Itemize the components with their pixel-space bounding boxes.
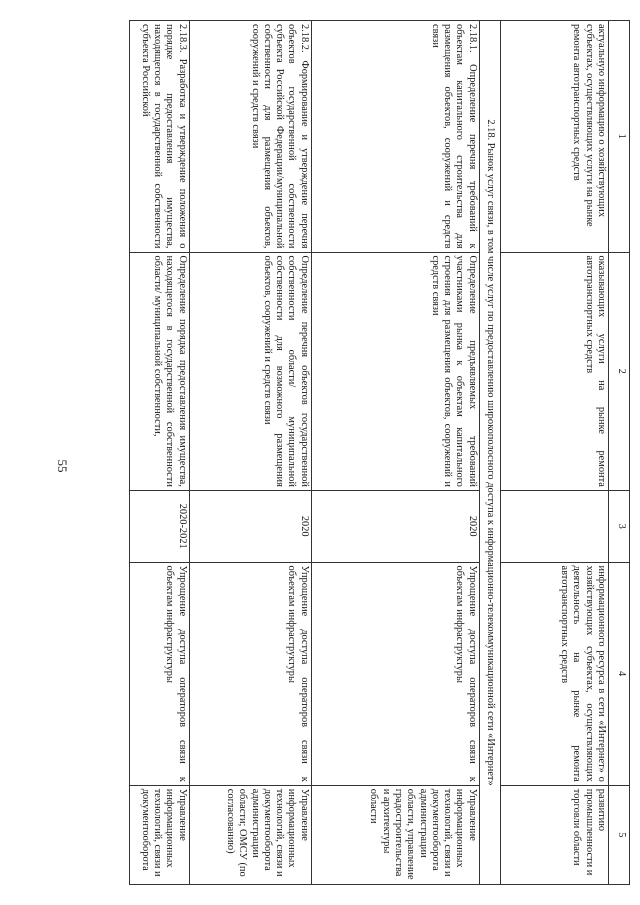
col-header-3: 3 [609, 490, 630, 562]
col-header-5: 5 [609, 785, 630, 884]
executor-cell: Управление информационных технологий, связи и документооборота администрации области; ОМСУ (по согласованию) [189, 785, 311, 884]
measure-cell: 2.18.2. Формирование и утверждение перечня объектов государственной собственности субъекта Российской Федерации/муниципальной собственности для размещения объектов, сооружений и средств связи [189, 21, 311, 253]
executor-cell: Управление информационных технологий, связи и документооборота администрации области, управление градостроительства и архитектуры области [311, 785, 479, 884]
section-title: 2.18. Рынок услуг связи, в том числе услуг по предоставлению широкополосного доступа к информационно-телекоммуникационной сети «Интернет» [479, 21, 500, 885]
measure-cell: актуальную информацию о хозяйствующих субъектах, осуществляющих услуги на рынке ремонта автотранспортных средств [501, 21, 609, 253]
date-cell: 2020-2021 [129, 490, 189, 562]
col-header-1: 1 [609, 21, 630, 253]
measures-table [129, 20, 630, 885]
col-header-2: 2 [609, 252, 630, 490]
section-row [479, 21, 500, 885]
header-row [609, 21, 630, 885]
date-cell: 2020 [311, 490, 479, 562]
page-number: 55 [55, 459, 70, 473]
measure-cell: 2.18.1. Определение перечня требований к объектам капитального строительства для размещения объектов, сооружений и средств связи [311, 21, 479, 253]
result-cell: Определение предъявляемых требований участниками рынка к объектам капитального строения для размещения объектов, сооружений и средств связи [311, 252, 479, 490]
col-header-4: 4 [609, 562, 630, 785]
date-cell: 2020 [189, 490, 311, 562]
rotated-page [82, 20, 630, 885]
date-cell [501, 490, 609, 562]
table-row [129, 21, 189, 885]
result-cell: оказывающих услуги на рынке ремонта автотранспортных средств [501, 252, 609, 490]
measure-cell: 2.18.3. Разработка и утверждение положения о порядке предоставления имущества, находящегося в государственной собственности субъекта Российской [129, 21, 189, 253]
result-cell: Определение порядка предоставления имущества, находящегося в государственной собственности области/ муниципальной собственности, [129, 252, 189, 490]
executor-cell: развитию промышленности и торговли области [501, 785, 609, 884]
table-row [189, 21, 311, 885]
indicator-cell: Упрощение доступа операторов связи к объектам инфраструктуры [129, 562, 189, 785]
indicator-cell: информационного ресурса в сети «Интернет» о хозяйствующих субъектах, осуществляющих деятельность на рынке ремонта автотранспортных средств [501, 562, 609, 785]
table-row [501, 21, 609, 885]
indicator-cell: Упрощение доступа операторов связи к объектам инфраструктуры [189, 562, 311, 785]
table-row [311, 21, 479, 885]
indicator-cell: Упрощение доступа операторов связи к объектам инфраструктуры [311, 562, 479, 785]
result-cell: Определение перечня объектов государственной собственности области/ муниципальной собственности для возможного размещения объектов, сооружений и средств связи [189, 252, 311, 490]
executor-cell: Управление информационных технологий, связи и документооборота [129, 785, 189, 884]
